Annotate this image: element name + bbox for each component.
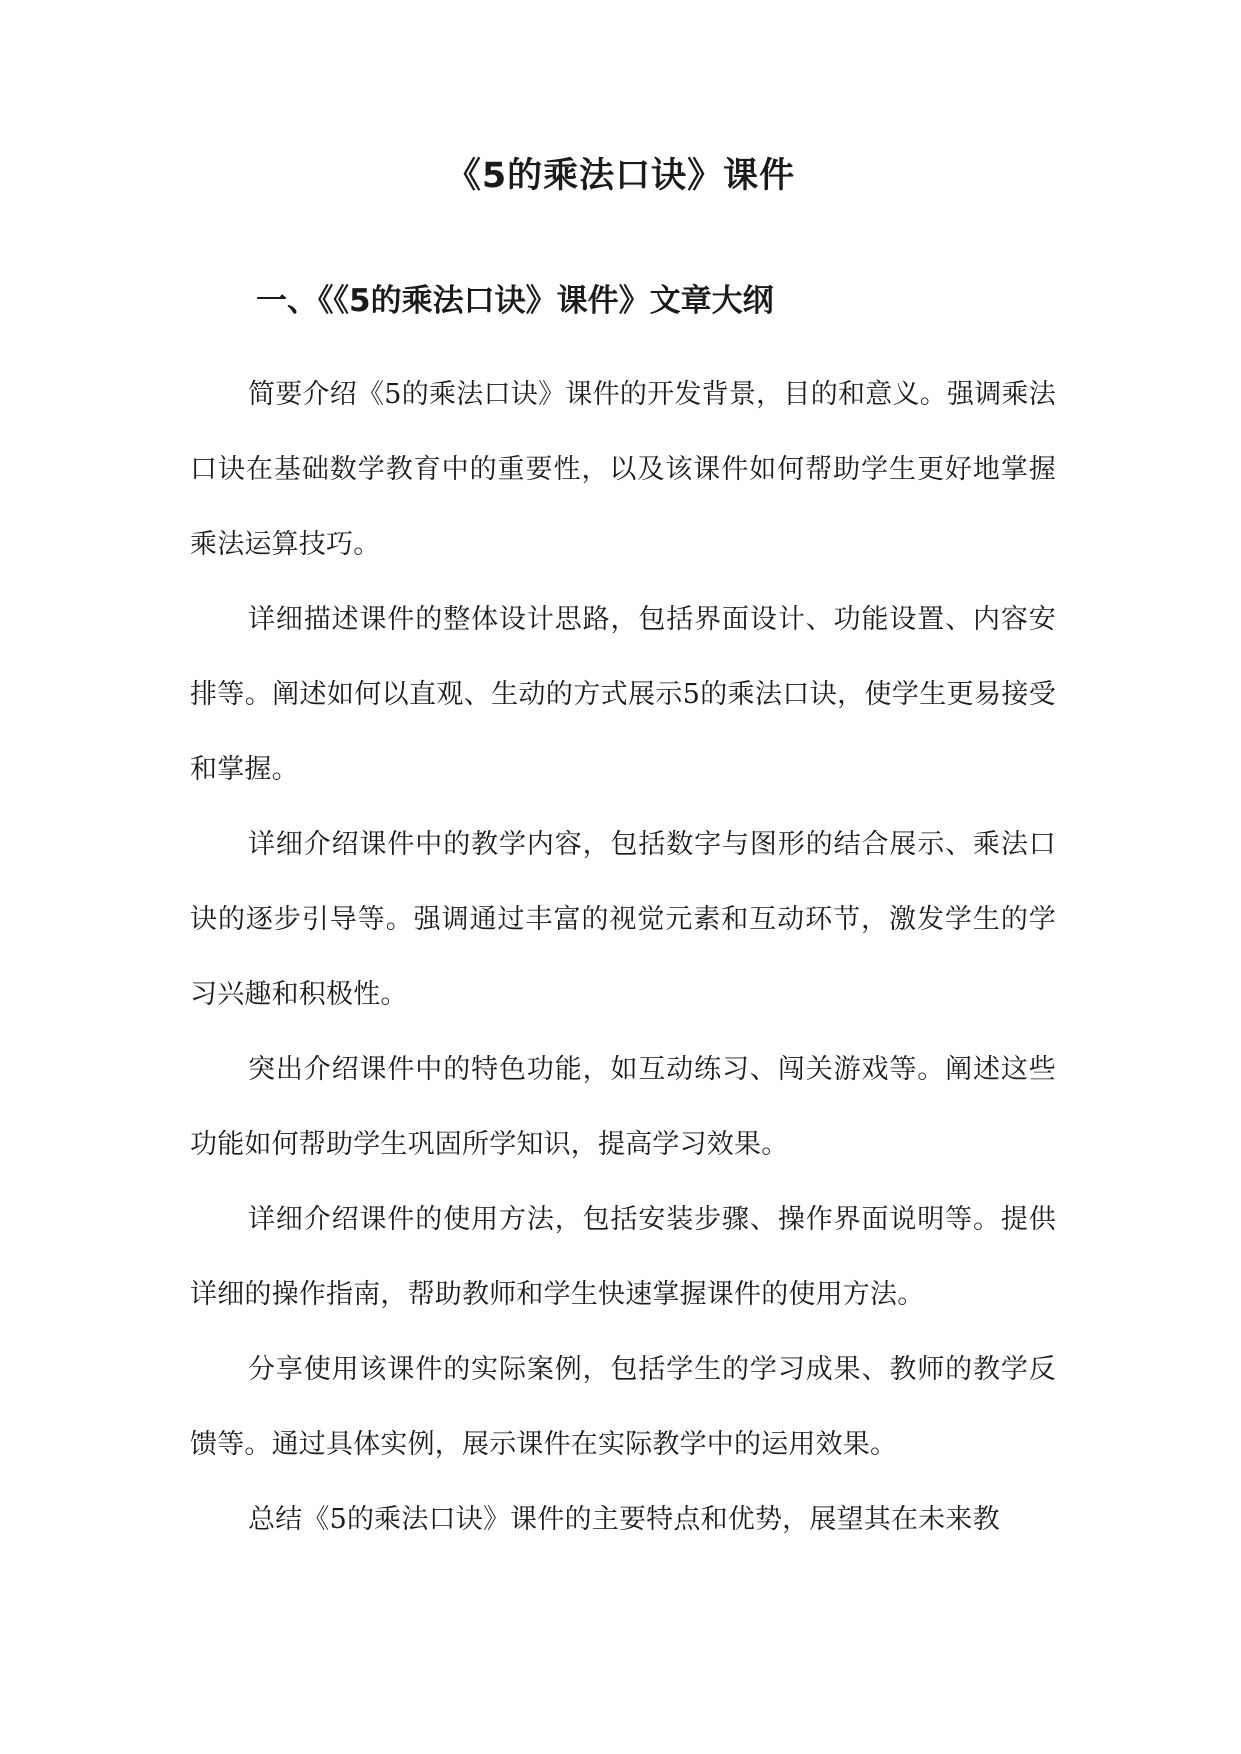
paragraph-summary: 总结《5的乘法口诀》课件的主要特点和优势，展望其在未来教 <box>248 1504 1000 1535</box>
paragraph-background: 简要介绍《5的乘法口诀》课件的开发背景，目的和意义。强调乘法口诀在基础数学教育中的重要性，以及该课件如何帮助学生更好地掌握乘法运算技巧。 <box>190 379 1056 560</box>
document-title: 《5的乘法口诀》课件 <box>445 156 796 196</box>
paragraph-content: 详细介绍课件中的教学内容，包括数字与图形的结合展示、乘法口诀的逐步引导等。强调通过丰富的视觉元素和互动环节，激发学生的学习兴趣和积极性。 <box>190 829 1056 1010</box>
document-body <box>190 357 1056 1557</box>
paragraph-design: 详细描述课件的整体设计思路，包括界面设计、功能设置、内容安排等。阐述如何以直观、生动的方式展示5的乘法口诀，使学生更易接受和掌握。 <box>190 604 1056 785</box>
paragraph-usage: 详细介绍课件的使用方法，包括安装步骤、操作界面说明等。提供详细的操作指南，帮助教师和学生快速掌握课件的使用方法。 <box>190 1204 1056 1310</box>
paragraph-cases: 分享使用该课件的实际案例，包括学生的学习成果、教师的教学反馈等。通过具体实例，展示课件在实际教学中的运用效果。 <box>190 1354 1056 1460</box>
section-heading: 一、《《5的乘法口诀》课件》文章大纲 <box>256 283 774 319</box>
paragraph-features: 突出介绍课件中的特色功能，如互动练习、闯关游戏等。阐述这些功能如何帮助学生巩固所学知识，提高学习效果。 <box>190 1054 1056 1160</box>
